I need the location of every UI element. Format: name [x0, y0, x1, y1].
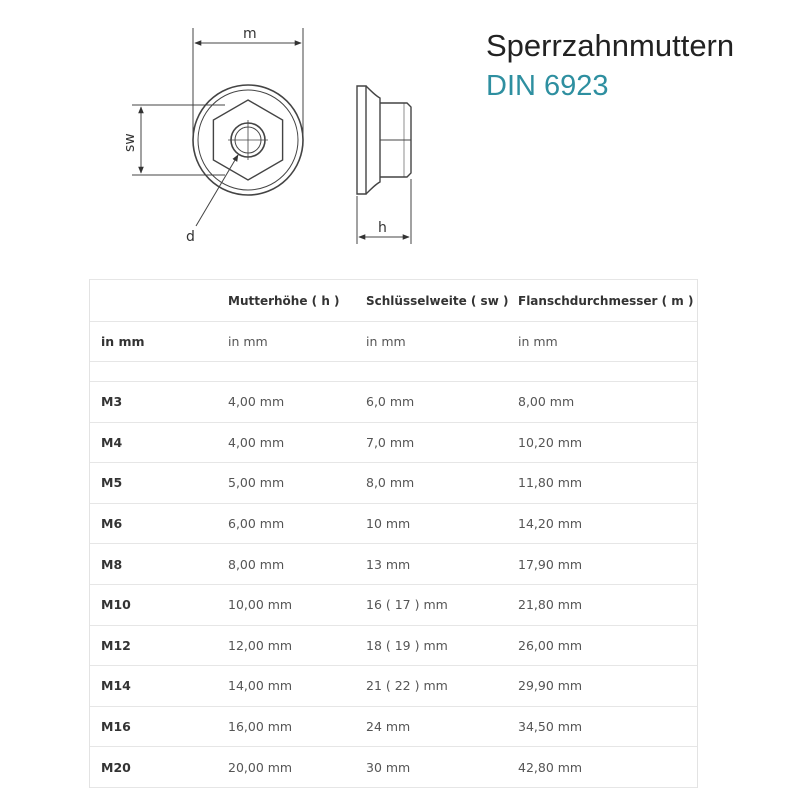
size-cell: M16	[101, 719, 131, 735]
header-cell: Schlüsselweite ( sw )	[366, 293, 509, 308]
value-cell: 16,00 mm	[228, 719, 293, 735]
value-cell: 20,00 mm	[228, 759, 293, 775]
value-cell: 30 mm	[366, 759, 411, 775]
value-cell: 8,00 mm	[228, 556, 285, 572]
dim-label-d: d	[186, 229, 195, 245]
size-cell: M8	[101, 556, 123, 572]
table-row	[90, 707, 697, 748]
value-cell: 18 ( 19 ) mm	[366, 637, 448, 653]
units-cell: in mm	[228, 334, 268, 349]
value-cell: 10,00 mm	[228, 597, 293, 613]
table-row	[90, 544, 697, 585]
value-cell: 21 ( 22 ) mm	[366, 678, 448, 694]
standard-label: DIN 6923	[486, 70, 609, 102]
size-cell: M5	[101, 475, 123, 491]
nut-side-view	[357, 86, 411, 194]
value-cell: 5,00 mm	[228, 475, 285, 491]
value-cell: 7,0 mm	[366, 434, 415, 450]
value-cell: 6,0 mm	[366, 394, 415, 410]
table-row	[90, 504, 697, 545]
table-row	[90, 382, 697, 423]
value-cell: 14,20 mm	[518, 516, 583, 532]
header-cell: Mutterhöhe ( h )	[228, 293, 340, 308]
table-row	[90, 626, 697, 667]
table-row	[90, 666, 697, 707]
value-cell: 11,80 mm	[518, 475, 583, 491]
dim-label-h: h	[378, 220, 387, 236]
table-row	[90, 747, 697, 788]
size-cell: M10	[101, 597, 131, 613]
value-cell: 34,50 mm	[518, 719, 583, 735]
value-cell: 24 mm	[366, 719, 411, 735]
units-cell: in mm	[518, 334, 558, 349]
value-cell: 29,90 mm	[518, 678, 583, 694]
value-cell: 21,80 mm	[518, 597, 583, 613]
value-cell: 13 mm	[366, 556, 411, 572]
size-cell: M6	[101, 516, 123, 532]
units-cell: in mm	[101, 334, 145, 349]
header-cell: Flanschdurchmesser ( m )	[518, 293, 694, 308]
size-cell: M14	[101, 678, 131, 694]
value-cell: 10,20 mm	[518, 434, 583, 450]
value-cell: 8,0 mm	[366, 475, 415, 491]
value-cell: 17,90 mm	[518, 556, 583, 572]
units-cell: in mm	[366, 334, 406, 349]
table-row	[90, 423, 697, 464]
value-cell: 4,00 mm	[228, 394, 285, 410]
value-cell: 16 ( 17 ) mm	[366, 597, 448, 613]
value-cell: 14,00 mm	[228, 678, 293, 694]
spec-table	[89, 279, 698, 788]
table-header-row	[90, 279, 697, 322]
table-spacer-row	[90, 362, 697, 382]
value-cell: 42,80 mm	[518, 759, 583, 775]
size-cell: M20	[101, 759, 131, 775]
size-cell: M12	[101, 637, 131, 653]
dim-label-sw: sw	[122, 133, 138, 152]
size-cell: M3	[101, 394, 123, 410]
value-cell: 10 mm	[366, 516, 411, 532]
value-cell: 4,00 mm	[228, 434, 285, 450]
value-cell: 12,00 mm	[228, 637, 293, 653]
nut-front-view	[193, 85, 303, 195]
table-body	[90, 382, 697, 788]
dim-label-m: m	[243, 26, 257, 42]
table-row	[90, 463, 697, 504]
table-units-row	[90, 322, 697, 362]
value-cell: 6,00 mm	[228, 516, 285, 532]
table-row	[90, 585, 697, 626]
value-cell: 8,00 mm	[518, 394, 575, 410]
page-title: Sperrzahnmuttern	[486, 28, 735, 63]
value-cell: 26,00 mm	[518, 637, 583, 653]
size-cell: M4	[101, 434, 123, 450]
